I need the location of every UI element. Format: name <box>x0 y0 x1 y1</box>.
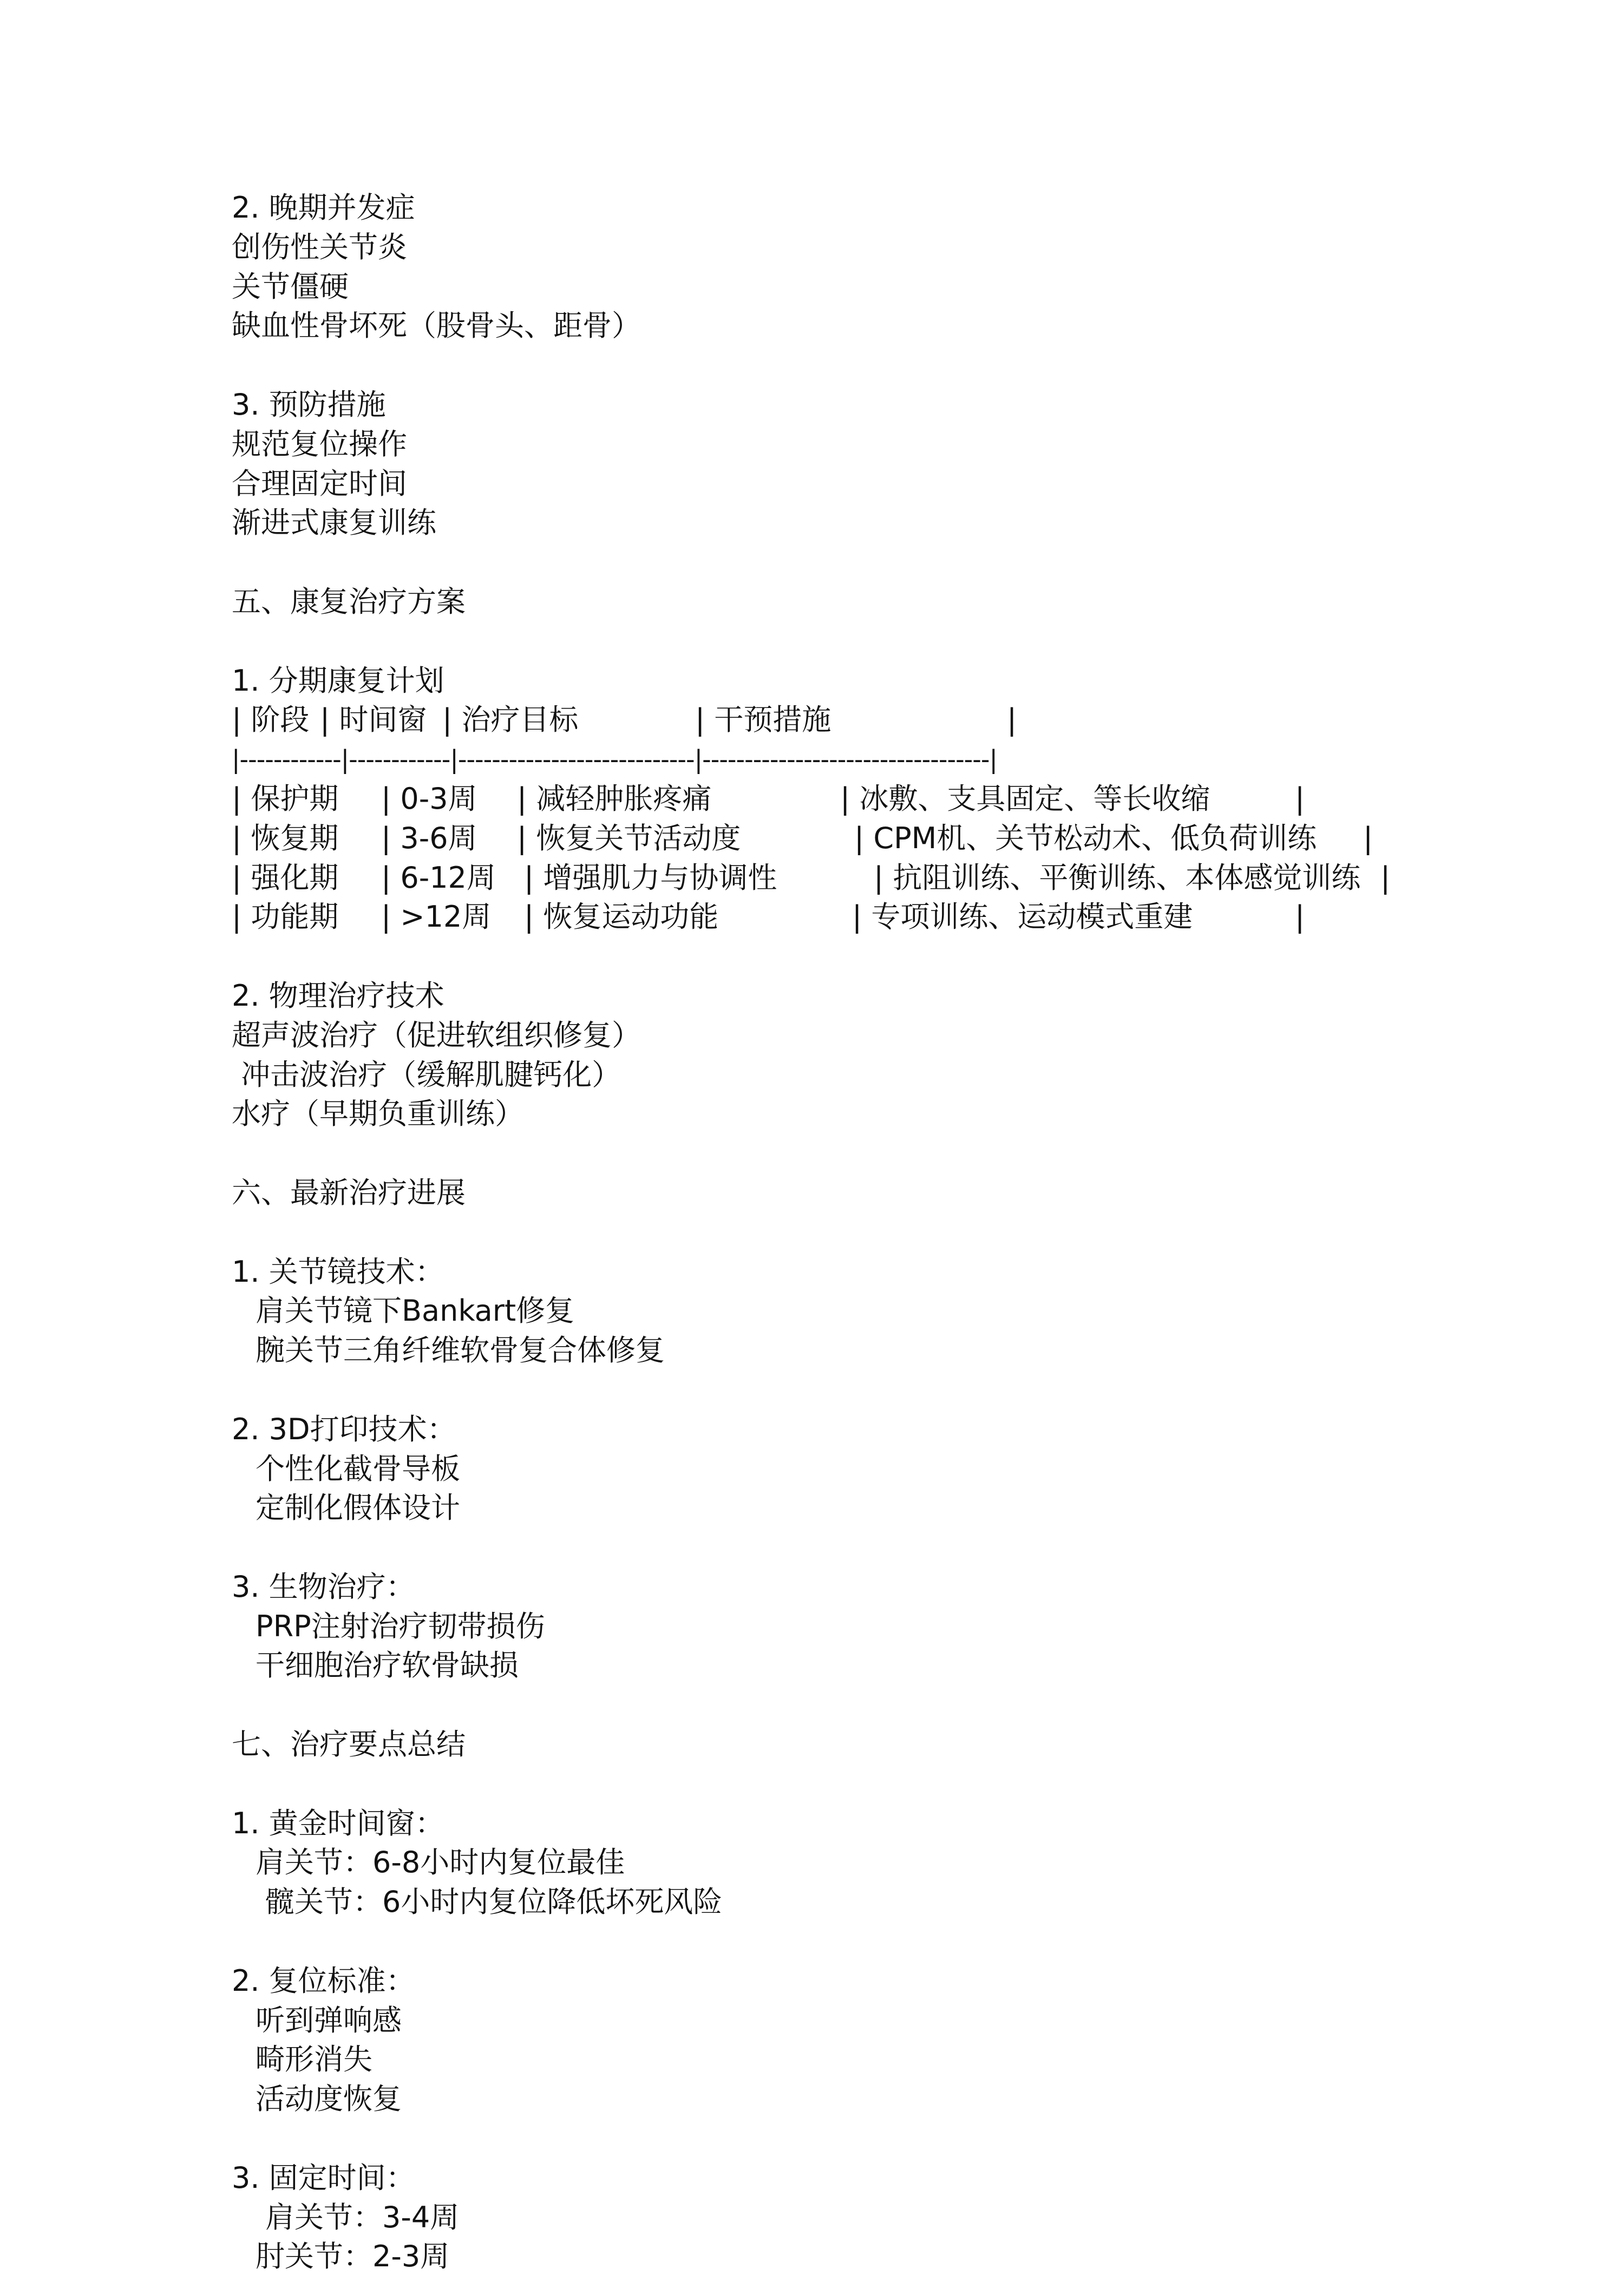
list-item: 髋关节：6小时内复位降低坏死风险 <box>265 1885 723 1919</box>
blank-line <box>232 1371 1531 1410</box>
list-item: 活动度恢复 <box>256 2082 402 2116</box>
table-cell: | 增强肌力与协调性 <box>524 860 777 895</box>
rehab-section-title: 五、康复治疗方案 <box>232 584 466 619</box>
table-row <box>232 897 1531 937</box>
standard-heading: 2. 复位标准： <box>232 1963 415 1998</box>
blank-line <box>232 1765 1531 1804</box>
table-header-cell: | 时间窗 <box>320 703 427 737</box>
table-header-cell: | 阶段 <box>232 703 310 737</box>
blank-line <box>232 1134 1531 1173</box>
list-item: 腕关节三角纤维软骨复合体修复 <box>256 1333 665 1368</box>
table-header-row <box>232 700 1531 740</box>
list-item: 缺血性骨坏死（股骨头、距骨） <box>232 309 641 343</box>
blank-line <box>232 543 1531 582</box>
table-header-cell: | <box>1007 703 1017 737</box>
table-cell: | CPM机、关节松动术、低负荷训练 <box>854 821 1317 855</box>
physio-heading: 2. 物理治疗技术 <box>232 978 444 1013</box>
list-item: 听到弹响感 <box>256 2003 402 2037</box>
table-cell: | 专项训练、运动模式重建 <box>852 900 1193 934</box>
list-item: 超声波治疗（促进软组织修复） <box>232 1018 641 1052</box>
blank-line <box>232 1686 1531 1725</box>
list-item: 水疗（早期负重训练） <box>232 1097 524 1131</box>
prevention-heading: 3. 预防措施 <box>232 387 386 422</box>
table-cell: | 保护期 <box>232 781 339 816</box>
table-header-cell: | 治疗目标 <box>442 703 579 737</box>
list-item: 创伤性关节炎 <box>232 230 407 264</box>
list-item: 冲击波治疗（缓解肌腱钙化） <box>232 1057 621 1092</box>
table-row <box>232 858 1531 898</box>
list-item: 肩关节：6-8小时内复位最佳 <box>256 1845 625 1880</box>
table-cell: | 6-12周 <box>381 860 496 895</box>
blank-line <box>232 346 1531 385</box>
table-cell: | >12周 <box>381 900 492 934</box>
table-cell: | 强化期 <box>232 860 339 895</box>
list-item: 关节僵硬 <box>232 269 349 304</box>
list-item: 规范复位操作 <box>232 427 407 461</box>
list-item: PRP注射治疗韧带损伤 <box>256 1609 545 1643</box>
blank-line <box>232 622 1531 661</box>
table-cell: | 恢复关节活动度 <box>517 821 741 855</box>
list-item: 肘关节：2-3周 <box>256 2239 450 2274</box>
table-cell: | 抗阻训练、平衡训练、本体感觉训练 <box>874 860 1361 895</box>
golden-window-heading: 1. 黄金时间窗： <box>232 1806 444 1840</box>
table-cell: | <box>1295 900 1305 934</box>
list-item: 合理固定时间 <box>232 466 407 501</box>
table-row <box>232 819 1531 858</box>
rehab-plan-heading: 1. 分期康复计划 <box>232 663 444 698</box>
table-cell: | <box>1380 860 1391 895</box>
table-cell: | 冰敷、支具固定、等长收缩 <box>840 781 1210 816</box>
late-complications-heading: 2. 晚期并发症 <box>232 191 415 225</box>
blank-line <box>232 1528 1531 1568</box>
list-item: 肩关节：3-4周 <box>265 2200 460 2234</box>
fixation-heading: 3. 固定时间： <box>232 2160 415 2195</box>
arthroscopy-heading: 1. 关节镜技术： <box>232 1254 444 1289</box>
advances-section-title: 六、最新治疗进展 <box>232 1175 466 1210</box>
summary-section-title: 七、治疗要点总结 <box>232 1727 466 1762</box>
table-cell: | 3-6周 <box>381 821 477 855</box>
blank-line <box>232 1213 1531 1253</box>
table-cell: | 减轻肿胀疼痛 <box>517 781 712 816</box>
document-body <box>232 188 1531 2277</box>
list-item: 渐进式康复训练 <box>232 506 436 540</box>
table-cell: | 0-3周 <box>381 781 477 816</box>
list-item: 肩关节镜下Bankart修复 <box>256 1294 575 1328</box>
table-row <box>232 779 1531 819</box>
table-header-cell: | 干预措施 <box>695 703 831 737</box>
blank-line <box>232 2119 1531 2159</box>
table-cell: | 恢复期 <box>232 821 339 855</box>
list-item: 个性化截骨导板 <box>256 1451 460 1486</box>
list-item: 干细胞治疗软骨缺损 <box>256 1648 519 1683</box>
table-separator: |------------|------------|----------------------------|----------------------------------| <box>232 745 997 775</box>
blank-line <box>232 1922 1531 1962</box>
table-cell: | 功能期 <box>232 900 339 934</box>
list-item: 定制化假体设计 <box>256 1491 460 1525</box>
printing-heading: 2. 3D打印技术： <box>232 1412 456 1446</box>
bio-heading: 3. 生物治疗： <box>232 1569 415 1604</box>
table-cell: | <box>1295 781 1305 816</box>
table-cell: | <box>1363 821 1373 855</box>
table-cell: | 恢复运动功能 <box>524 900 719 934</box>
list-item: 畸形消失 <box>256 2042 372 2077</box>
blank-line <box>232 937 1531 976</box>
